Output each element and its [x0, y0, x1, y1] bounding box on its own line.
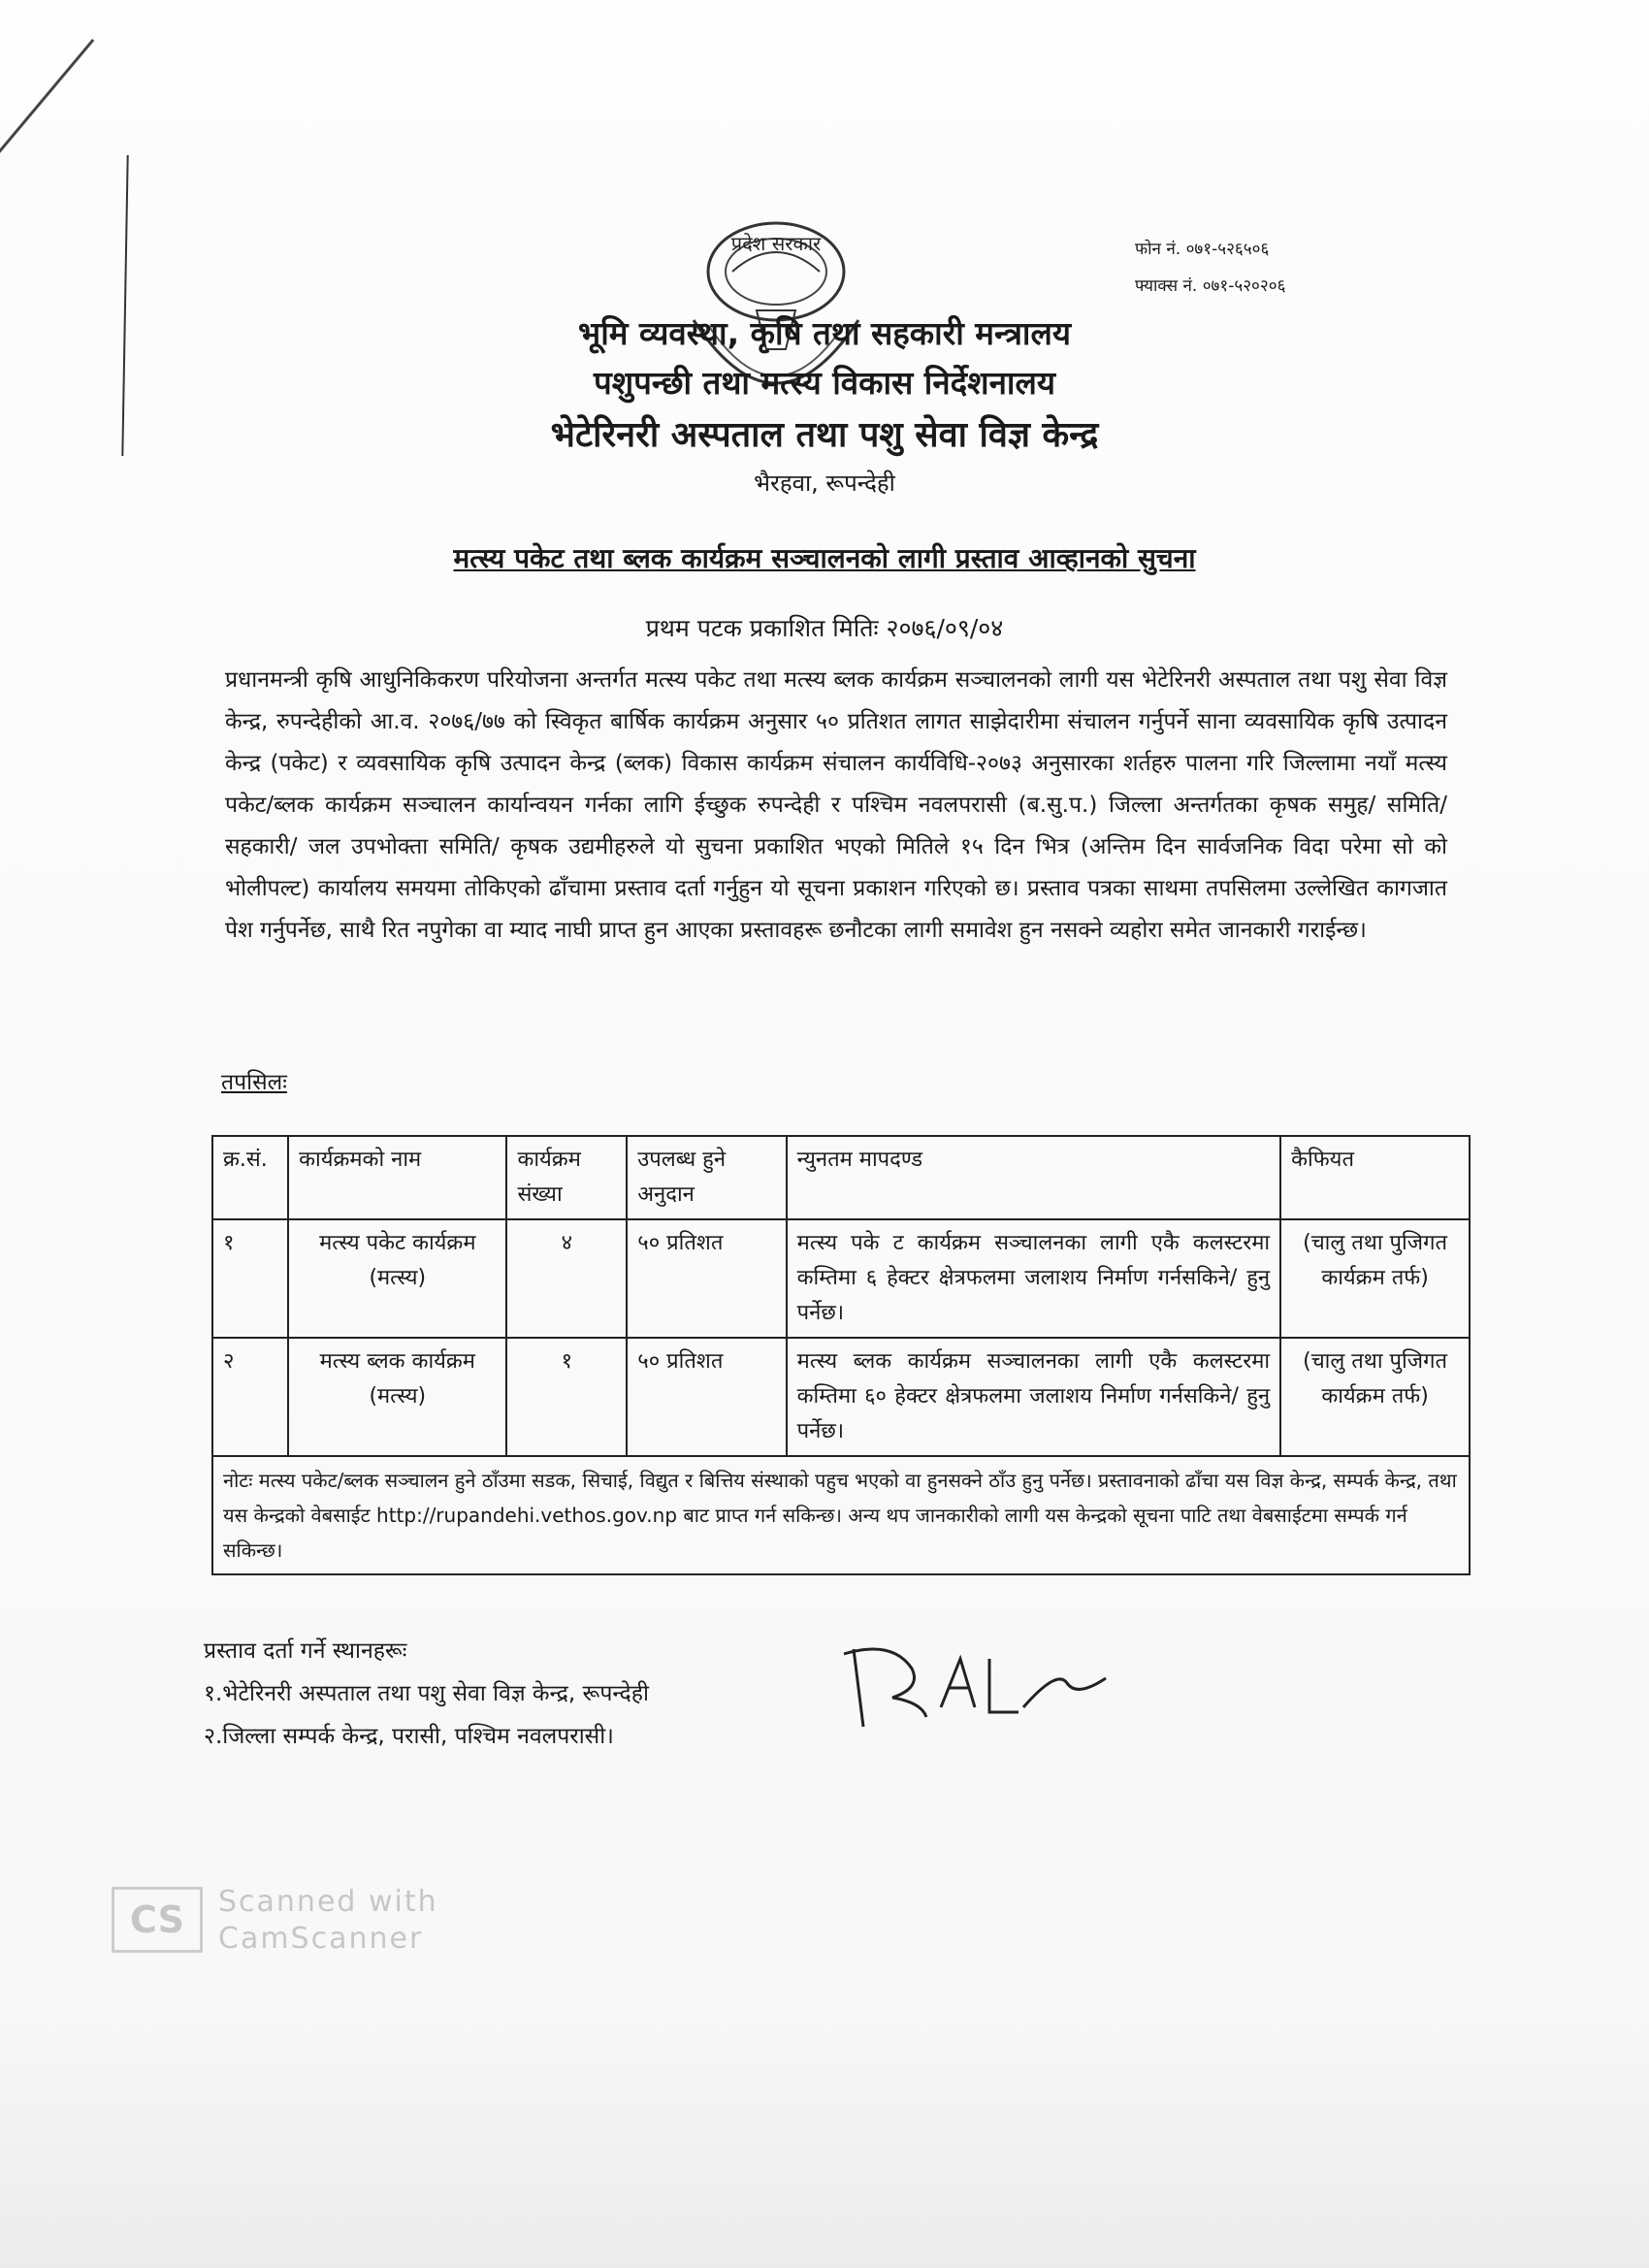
row-program-count: ४ — [506, 1219, 627, 1338]
table-note-row — [212, 1456, 1470, 1574]
table-row — [212, 1219, 1470, 1338]
header-program-name: कार्यक्रमको नाम — [288, 1136, 506, 1219]
header-remarks: कैफियत — [1280, 1136, 1470, 1219]
row-grant: ५० प्रतिशत — [627, 1338, 786, 1456]
schedule-label: तपसिलः — [221, 1070, 287, 1095]
row-criteria: मत्स्य पके ट कार्यक्रम सञ्चालनका लागी एकै कलस्टरमा कम्तिमा ६ हेक्टर क्षेत्रफलमा जलाशय निर्माण गर्नसकिने/ हुनु पर्नेछ। — [787, 1219, 1280, 1338]
header-program-count: कार्यक्रम संख्या — [506, 1136, 627, 1219]
row-remarks: (चालु तथा पुजिगत कार्यक्रम तर्फ) — [1280, 1338, 1470, 1456]
row-sn: १ — [212, 1219, 288, 1338]
office-name: भेटेरिनरी अस्पताल तथा पशु सेवा विज्ञ केन्द्र — [550, 415, 1099, 455]
submission-places — [204, 1630, 649, 1758]
table-note: नोटः मत्स्य पकेट/ब्लक सञ्चालन हुने ठाँउमा सडक, सिचाई, विद्युत र बित्तिय संस्थाको पहुच भएको वा हुनसक्ने ठाँउ हुनु पर्नेछ। प्रस्तावनाको ढाँचा यस विज्ञ केन्द्र, सम्पर्क केन्द्र, तथा यस केन्द्रको वेबसाईट http://rupandehi.vethos.gov.np बाट प्राप्त गर्न सकिन्छ। अन्य थप जानकारीको लागी यस केन्द्रको सूचना पाटि तथा वेबसाईटमा सम्पर्क गर्न सकिन्छ। — [212, 1456, 1470, 1574]
row-program-name: मत्स्य पकेट कार्यक्रम (मत्स्य) — [288, 1219, 506, 1338]
table-header-row — [212, 1136, 1470, 1219]
phone-number: फोन नं. ०७१-५२६५०६ — [1135, 240, 1270, 259]
row-criteria: मत्स्य ब्लक कार्यक्रम सञ्चालनका लागी एकै कलस्टरमा कम्तिमा ६० हेक्टर क्षेत्रफलमा जलाशय निर्माण गर्नसकिने/ हुनु पर्नेछ। — [787, 1338, 1280, 1456]
watermark-text — [218, 1884, 438, 1958]
notice-title: मत्स्य पकेट तथा ब्लक कार्यक्रम सञ्चालनको लागी प्रस्ताव आव्हानको सुचना — [453, 542, 1196, 574]
place-item: २.जिल्ला सम्पर्क केन्द्र, परासी, पश्चिम नवलपरासी। — [204, 1724, 614, 1749]
margin-pen-stroke — [0, 39, 94, 211]
row-remarks: (चालु तथा पुजिगत कार्यक्रम तर्फ) — [1280, 1219, 1470, 1338]
row-program-count: १ — [506, 1338, 627, 1456]
header-criteria: न्युनतम मापदण्ड — [787, 1136, 1280, 1219]
directorate-name: पशुपन्छी तथा मत्स्य विकास निर्देशनालय — [593, 364, 1055, 402]
table-row — [212, 1338, 1470, 1456]
header-grant: उपलब्ध हुने अनुदान — [627, 1136, 786, 1219]
letterhead — [0, 310, 1649, 499]
row-sn: २ — [212, 1338, 288, 1456]
schedule-table — [211, 1135, 1471, 1575]
places-heading: प्रस्ताव दर्ता गर्ने स्थानहरूः — [204, 1638, 407, 1664]
cs-logo-icon: CS — [112, 1887, 203, 1953]
fax-number: फ्याक्स नं. ०७१-५२०२०६ — [1135, 276, 1286, 296]
scanner-watermark — [112, 1882, 480, 1960]
signature-icon — [834, 1630, 1125, 1736]
scan-shadow — [0, 2016, 1649, 2268]
watermark-line1: Scanned with — [218, 1885, 438, 1919]
office-location: भैरहवा, रूपन्देही — [754, 470, 895, 497]
seal-text: प्रदेश सरकार — [730, 232, 822, 255]
watermark-line2: CamScanner — [218, 1922, 424, 1956]
published-date: प्रथम पटक प्रकाशित मितिः २०७६/०९/०४ — [645, 614, 1004, 642]
header-sn: क्र.सं. — [212, 1136, 288, 1219]
contact-block — [1135, 231, 1285, 305]
row-program-name: मत्स्य ब्लक कार्यक्रम (मत्स्य) — [288, 1338, 506, 1456]
ministry-name: भूमि व्यवस्था, कृषि तथा सहकारी मन्त्रालय — [578, 314, 1071, 352]
row-grant: ५० प्रतिशत — [627, 1219, 786, 1338]
place-item: १.भेटेरिनरी अस्पताल तथा पशु सेवा विज्ञ केन्द्र, रूपन्देही — [204, 1681, 649, 1706]
notice-body: प्रधानमन्त्री कृषि आधुनिकिकरण परियोजना अन्तर्गत मत्स्य पकेट तथा मत्स्य ब्लक कार्यक्रम सञ्चालनको लागी यस भेटेरिनरी अस्पताल तथा पशु सेवा विज्ञ केन्द्र, रुपन्देहीको आ.व. २०७६/७७ को स्विकृत बार्षिक कार्यक्रम अनुसार ५० प्रतिशत लागत साझेदारीमा संचालन गर्नुपर्ने साना व्यवसायिक कृषि उत्पादन केन्द्र (पकेट) र व्यवसायिक कृषि उत्पादन केन्द्र (ब्लक) विकास कार्यक्रम संचालन कार्यविधि-२०७३ अनुसारका शर्तहरु पालना गरि जिल्लामा नयाँ मत्स्य पकेट/ब्लक कार्यक्रम सञ्चालन कार्यान्वयन गर्नका लागि ईच्छुक रुपन्देही र पश्चिम नवलपरासी (ब.सु.प.) जिल्ला अन्तर्गतका कृषक समुह/ समिति/ सहकारी/ जल उपभोक्ता समिति/ कृषक उद्यमीहरुले यो सुचना प्रकाशित भएको मितिले १५ दिन भित्र (अन्तिम दिन सार्वजनिक विदा परेमा सो को भोलीपल्ट) कार्यालय समयमा तोकिएको ढाँचामा प्रस्ताव दर्ता गर्नुहुन यो सूचना प्रकाशन गरिएको छ। प्रस्ताव पत्रका साथमा तपसिलमा उल्लेखित कागजात पेश गर्नुपर्नेछ, साथै रित नपुगेका वा म्याद नाघी प्राप्त हुन आएका प्रस्तावहरू छनौटका लागी समावेश हुन नसक्ने व्यहोरा समेत जानकारी गराईन्छ। — [225, 667, 1447, 943]
